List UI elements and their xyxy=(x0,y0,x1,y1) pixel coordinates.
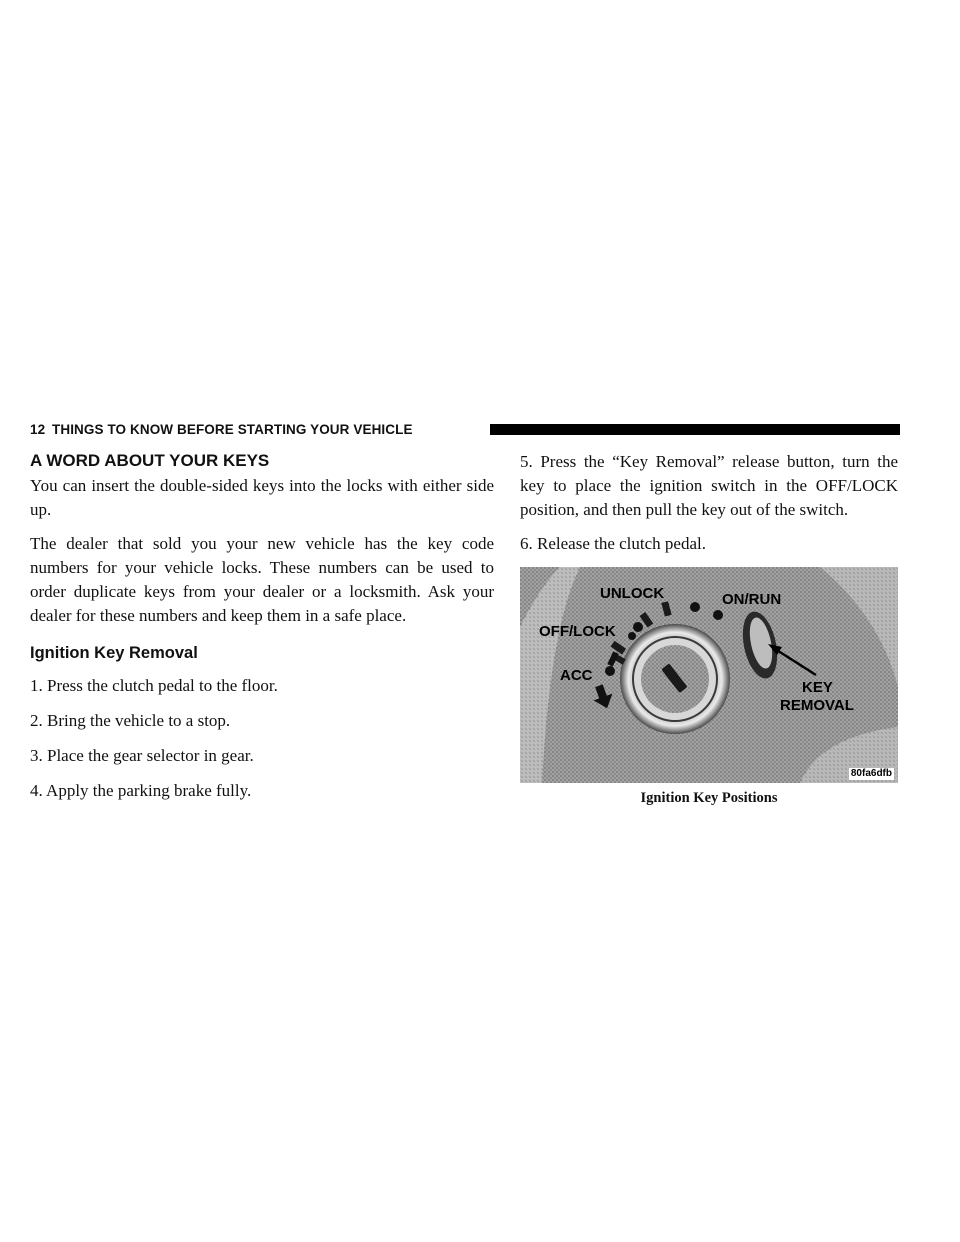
paragraph-key-code-numbers: The dealer that sold you your new vehicle has the key code numbers for your vehicle locks. These numbers can be used to order duplicate keys from your dealer or a locksmith. Ask your dealer for these numbers and keep them in a safe place. xyxy=(30,534,494,625)
paragraph-double-sided-keys: You can insert the double-sided keys into the locks with either side up. xyxy=(30,476,494,519)
step-2: 2. Bring the vehicle to a stop. xyxy=(30,711,231,730)
header-rule xyxy=(490,424,900,435)
label-acc: ACC xyxy=(560,667,593,684)
step-1: 1. Press the clutch pedal to the floor. xyxy=(30,676,278,695)
label-key: KEY xyxy=(802,679,833,696)
page-header xyxy=(30,420,900,440)
label-off-lock: OFF/LOCK xyxy=(539,623,616,640)
ignition-key-figure xyxy=(520,567,898,783)
section-heading-keys: A WORD ABOUT YOUR KEYS xyxy=(30,451,270,470)
figure-caption: Ignition Key Positions xyxy=(640,790,778,806)
label-removal: REMOVAL xyxy=(780,697,854,714)
step-3: 3. Place the gear selector in gear. xyxy=(30,746,254,765)
label-unlock: UNLOCK xyxy=(600,585,665,602)
step-5: 5. Press the “Key Removal” release button, turn the key to place the ignition switch in the OFF/LOCK position, and then pull the key out of the switch. xyxy=(520,452,898,519)
right-column xyxy=(520,450,898,807)
step-4: 4. Apply the parking brake fully. xyxy=(30,781,252,800)
left-column xyxy=(30,450,494,814)
label-on-run: ON/RUN xyxy=(722,591,782,608)
step-6: 6. Release the clutch pedal. xyxy=(520,534,706,553)
subheading-ignition-key-removal: Ignition Key Removal xyxy=(30,644,198,662)
chapter-title: THINGS TO KNOW BEFORE STARTING YOUR VEHICLE xyxy=(52,422,413,437)
figure-code: 80fa6dfb xyxy=(850,768,892,779)
page-number: 12 xyxy=(30,422,46,437)
